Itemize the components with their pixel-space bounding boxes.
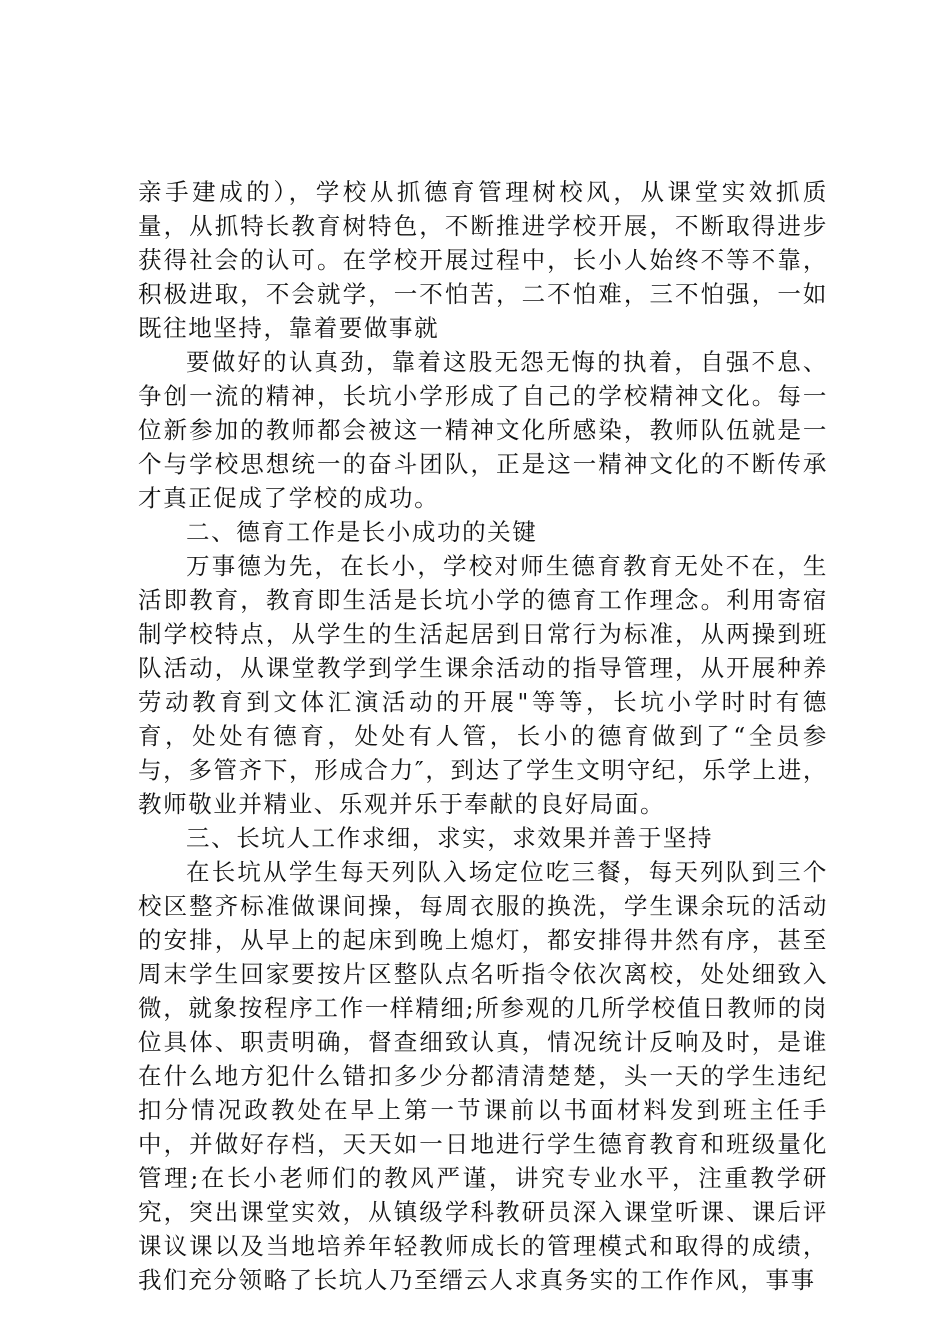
section-heading: 三、长坑人工作求细，求实，求效果并善于坚持 (186, 824, 714, 852)
section-heading: 二、德育工作是长小成功的关键 (186, 518, 538, 546)
body-paragraph: 在长坑从学生每天列队入场定位吃三餐，每天列队到三个校区整齐标准做课间操，每周衣服的换洗，学生课余玩的活动的安排，从早上的起床到晚上熄灯，都安排得井然有序，甚至周末学生回家要按片区整队点名听指令依次离校，处处细致入微，就象按程序工作一样精细;所参观的几所学校值日教师的岗位具体、职责明确，督查细致认真，情况统计反响及时，是谁在什么地方犯什么错扣多少分都清清楚楚，头一天的学生违纪扣分情况政教处在早上第一节课前以书面材料发到班主任手中，并做好存档，天天如一日地进行学生德育教育和班级量化管理;在长小老师们的教风严谨，讲究专业水平，注重教学研究，突出课堂实效，从镇级学科教研员深入课堂听课、课后评课议课以及当地培养年轻教师成长的管理模式和取得的成绩，我们充分领略了长坑人乃至缙云人求真务实的工作作风，事事 (138, 858, 828, 1294)
body-paragraph: 亲手建成的），学校从抓德育管理树校风，从课堂实效抓质量，从抓特长教育树特色，不断推进学校开展，不断取得进步获得社会的认可。在学校开展过程中，长小人始终不等不靠，积极进取，不会就学，一不怕苦，二不怕难，三不怕强，一如既往地坚持，靠着要做事就 (138, 178, 828, 342)
body-paragraph: 要做好的认真劲，靠着这股无怨无悔的执着，自强不息、争创一流的精神，长坑小学形成了自己的学校精神文化。每一位新参加的教师都会被这一精神文化所感染，教师队伍就是一个与学校思想统一的奋斗团队，正是这一精神文化的不断传承才真正促成了学校的成功。 (138, 348, 828, 512)
body-paragraph: 万事德为先，在长小，学校对师生德育教育无处不在，生活即教育，教育即生活是长坑小学的德育工作理念。利用寄宿制学校特点，从学生的生活起居到日常行为标准，从两操到班队活动，从课堂教学到学生课余活动的指导管理，从开展种养劳动教育到文体汇演活动的开展"等等，长坑小学时时有德育，处处有德育，处处有人管，长小的德育做到了“全员参与，多管齐下，形成合力″，到达了学生文明守纪，乐学上进，教师敬业并精业、乐观并乐于奉献的良好局面。 (138, 552, 828, 818)
document-page (138, 175, 828, 1297)
